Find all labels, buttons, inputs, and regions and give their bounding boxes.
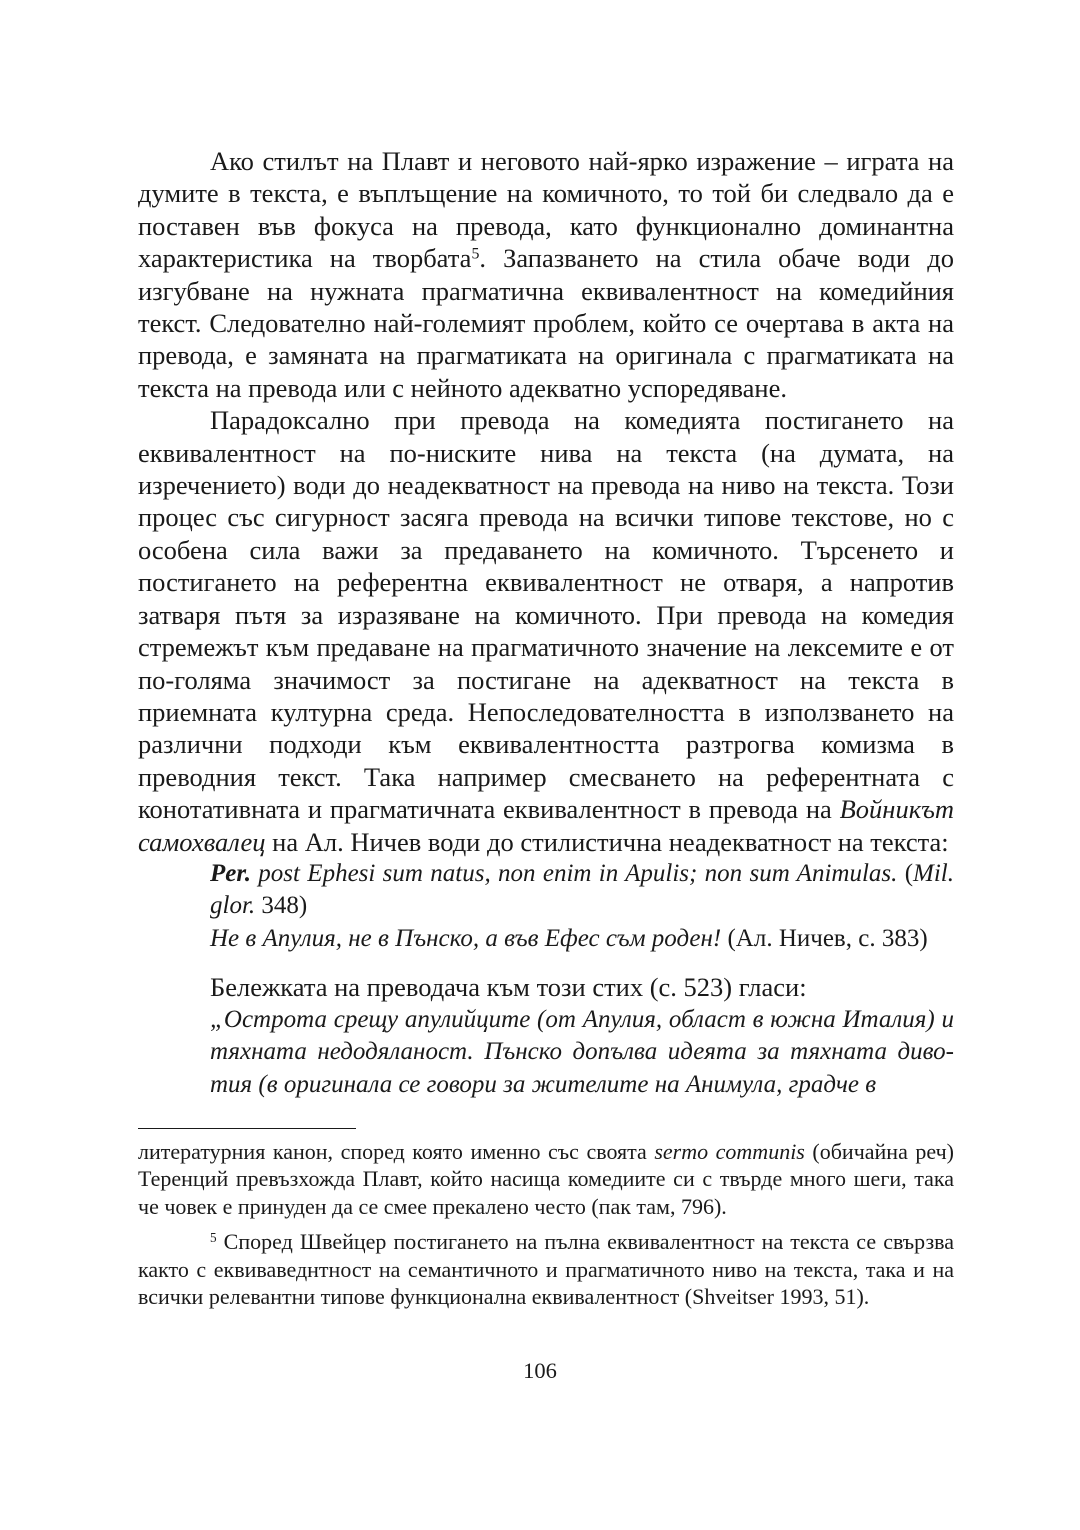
- main-text: [138, 145, 954, 1101]
- footnote-5-text: Според Швейцер постигането на пълна еквивалентност на текста се свързва както с еквиваведнтност на семантичното и прагматичното ниво на текста, така и на всички релевантни типове функционална еквивалентност (Shveitser 1993, 51).: [138, 1229, 954, 1310]
- ref-work: Mil. glor.: [210, 859, 954, 920]
- latin-quote: [210, 858, 954, 923]
- translation-quote: [210, 923, 954, 956]
- work-title: Войникът самохвалец: [138, 794, 954, 857]
- paragraph-1: [138, 145, 954, 404]
- translation-ref: (Ал. Ничев, с. 383): [721, 924, 928, 952]
- footnote-continued-text-cont: (обичайна реч) Теренций превъзхожда Плавт, който насища комедиите си с твърде много шеги, така че човек е принуден да се смее прекалено често (пак там, 796).: [138, 1139, 954, 1219]
- speaker-label: Per.: [210, 859, 251, 887]
- latin-line: post Ephesi sum natus, non enim in Apulis; non sum Animulas.: [250, 859, 898, 887]
- footnote-continued: [138, 1138, 954, 1220]
- paragraph-1-text-cont: . Запазването на стила обаче води до изгубване на нужната прагматична еквивалентност на комедийния текст. Следователно най-големият проблем, който се очертава в акта на превода, е замяната на прагматиката на оригинала с прагматиката на текста на превода или с нейното адекватно успоредяване.: [138, 243, 954, 403]
- translation-line: Не в Апулия, не в Пънско, а във Ефес съм роден!: [210, 924, 722, 952]
- footnote-5: [138, 1228, 954, 1310]
- paragraph-2-text-cont: на Ал. Ничев води до стилистична неадекватност на текста:: [265, 826, 949, 857]
- paragraph-1-text: Ако стилът на Плавт и неговото най-ярко изражение – играта на думите в текста, е въплъщение на комичното, то той би следвало да е поставен във фокуса на превода, като функционално доминантна характеристика на творбата: [138, 146, 954, 274]
- translator-note-text: „Острота срещу апулийците (от Апулия, област в южна Италия) и тяхната недодяланост. Пънско допълва идеята за тяхната дивотия (в оригинала се говори за жителите на Анимула, градче в: [210, 1005, 954, 1098]
- ref-close: 348): [255, 892, 308, 920]
- footnote-continued-text: литературния канон, според която именно със своята: [138, 1139, 655, 1164]
- paragraph-2-text: Парадоксално при превода на комедията постигането на еквивалентност на по-ниските нива на текста (на думата, на изречението) води до неадекватност на превода на ниво на текста. Този процес със сигурност засяга превода на всички типове текстове, но с особена сила важи за предаването на комичното. Търсенето и постигането на референтна еквивалентност не отваря, а напротив затваря пътя за изразяване на комичното. При превода на комедия стремежът към предаване на прагматичното значение на лексемите е от по-голяма значимост за постигане на адекватност на текста в приемната културна среда. Непоследователността в използването на различни подходи към еквивалентността разтрогва комизма в преводния текст. Така например смесването на референтната с конотативната и прагматичната еквивалентност в превода на: [138, 405, 954, 825]
- page-number: 106: [523, 1358, 557, 1383]
- footnotes: [138, 1138, 954, 1310]
- footnote-5-marker: 5: [210, 1229, 217, 1245]
- paragraph-2: [138, 404, 954, 858]
- quotation-block: [210, 858, 954, 956]
- footnote-ref-5: 5: [471, 245, 480, 263]
- ref-open: (: [897, 859, 914, 887]
- footnote-separator: [138, 1128, 356, 1129]
- latin-term: sermo communis: [654, 1139, 805, 1164]
- translator-note-heading: Бележката на преводача към този стих (с. 523) гласи:: [210, 972, 807, 1003]
